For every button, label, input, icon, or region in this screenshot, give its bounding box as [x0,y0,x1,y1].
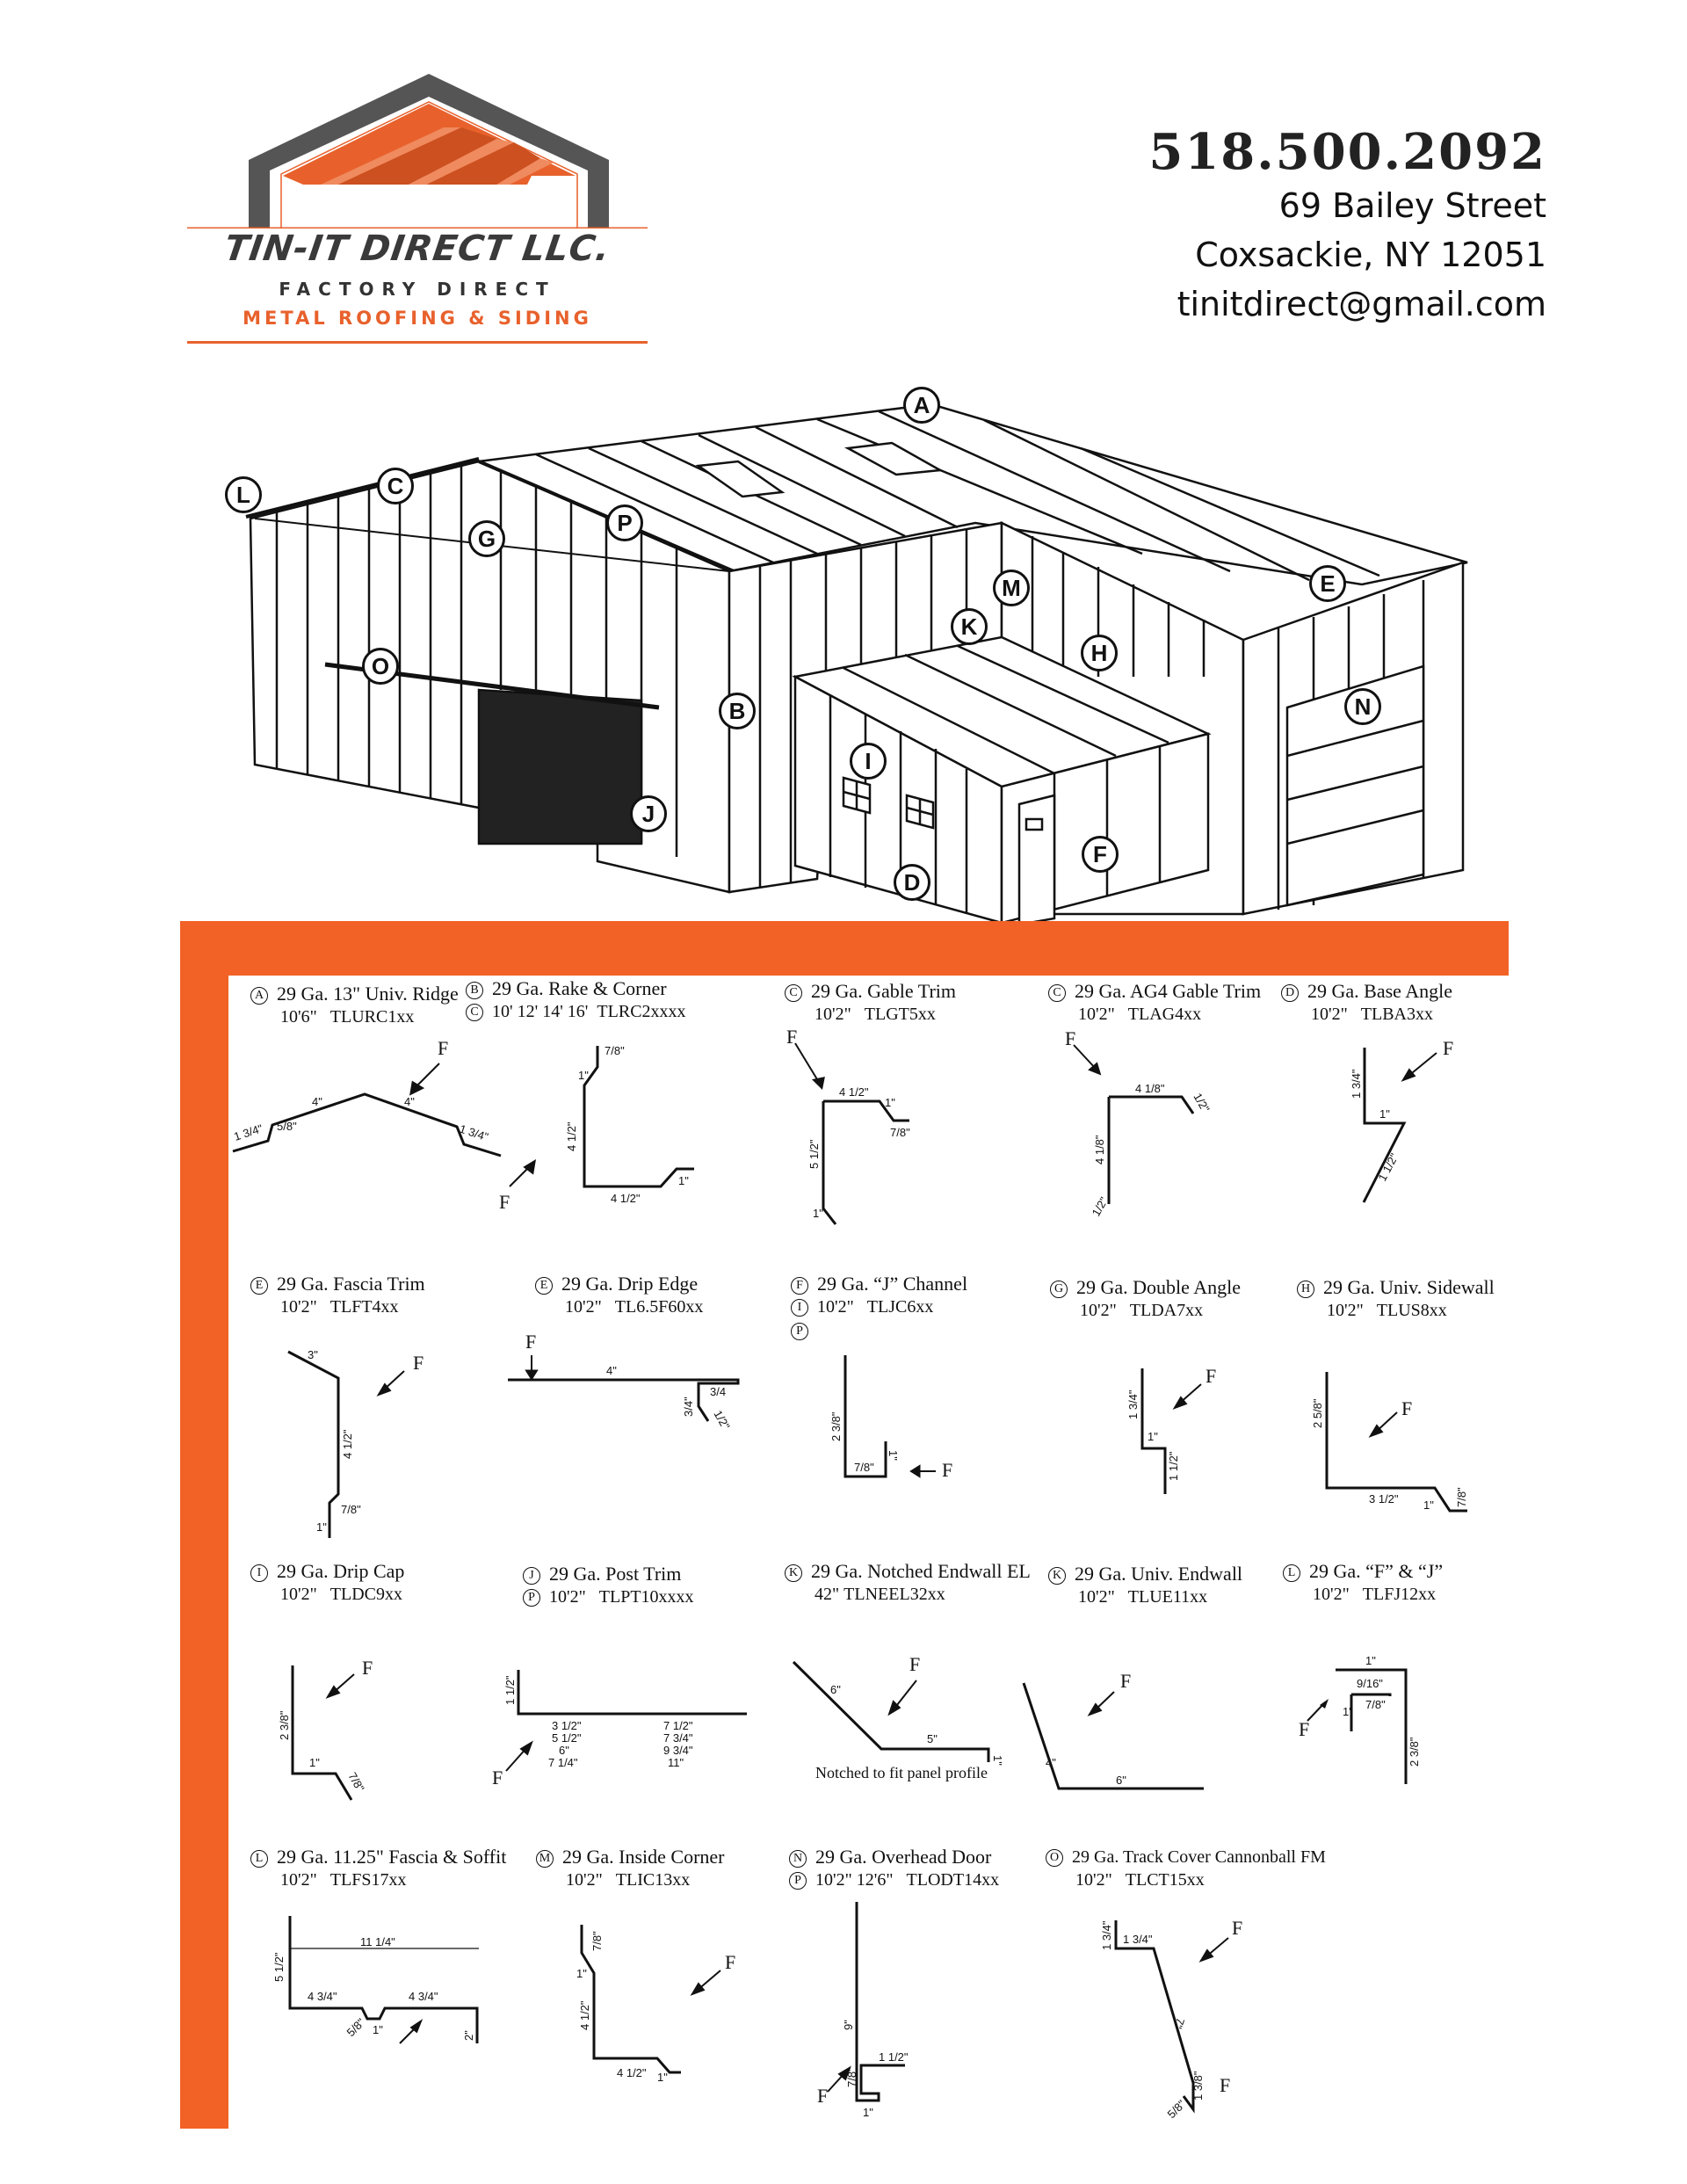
metal-building-illustration [211,387,1494,923]
badge-p: P [789,1872,807,1890]
callout-c[interactable]: C [377,468,414,504]
svg-text:9": 9" [842,2020,855,2030]
company-subtitle: METAL ROOFING & SIDING [243,308,592,329]
catalog-item-drip-edge [535,1273,703,1318]
badge-p: P [791,1323,808,1340]
badge-l: L [250,1850,268,1868]
svg-text:7 1/4": 7 1/4" [548,1756,578,1769]
catalog-item-univ-endwall [1048,1563,1242,1608]
orange-header-bar [180,921,1509,976]
item-length: 10'2" [817,1297,854,1317]
svg-text:1": 1" [1148,1430,1158,1443]
item-part-number: TLFT4xx [329,1297,399,1317]
badge-k: K [1048,1567,1066,1585]
svg-text:1/2": 1/2" [1191,1091,1213,1115]
contact-block [1148,123,1546,329]
item-title: 29 Ga. Double Angle [1076,1276,1241,1298]
svg-text:1 3/8": 1 3/8" [1191,2071,1205,2101]
company-logo [180,62,655,352]
catalog-item-inside-corner [536,1846,725,1891]
svg-text:F: F [362,1657,373,1679]
svg-text:1": 1" [1343,1705,1353,1718]
profile-fascia-trim [264,1345,457,1551]
item-part-number: TLIC13xx [615,1870,691,1890]
svg-text:1 3/4": 1 3/4" [1350,1069,1363,1099]
profile-overhead-door [817,1898,949,2119]
svg-text:5 1/2": 5 1/2" [552,1731,582,1745]
svg-text:7/8": 7/8" [605,1044,625,1057]
catalog-item-gable-trim [785,980,956,1026]
svg-text:7/8": 7/8" [590,1931,604,1951]
profile-univ-endwall [1019,1652,1239,1787]
svg-text:1": 1" [309,1756,320,1769]
svg-text:4 1/8": 4 1/8" [1093,1135,1106,1165]
badge-d: D [1281,984,1299,1002]
svg-text:7": 7" [1171,2015,1188,2031]
svg-text:1": 1" [373,2023,383,2036]
item-title: 29 Ga. 13" Univ. Ridge [277,983,459,1005]
svg-text:F: F [909,1653,921,1675]
svg-text:4": 4" [1046,1756,1056,1769]
svg-text:1 1/2": 1 1/2" [1167,1451,1180,1481]
badge-b: B [466,982,483,999]
callout-i[interactable]: I [850,743,887,780]
callout-k[interactable]: K [951,608,988,645]
svg-text:7 1/2": 7 1/2" [663,1719,693,1732]
badge-e: E [250,1277,268,1295]
item-title: 29 Ga. “F” & “J” [1309,1560,1444,1582]
svg-text:7 3/4": 7 3/4" [663,1731,693,1745]
svg-text:1 3/4": 1 3/4" [1126,1389,1140,1419]
svg-text:11 1/4": 11 1/4" [360,1935,395,1948]
item-title: 29 Ga. Drip Edge [561,1273,699,1295]
svg-text:4 1/2": 4 1/2" [839,1085,869,1099]
profile-gable-trim [786,1026,980,1230]
item-length: 10'2" [280,1297,317,1317]
badge-f: F [791,1277,808,1295]
svg-text:F: F [438,1037,449,1059]
building-diagram [211,387,1494,923]
svg-text:9 3/4": 9 3/4" [663,1744,693,1757]
email-address[interactable]: tinitdirect@gmail.com [1177,285,1546,323]
badge-n: N [789,1850,807,1868]
svg-text:4": 4" [312,1095,322,1108]
item-part-number: TLNEEL32xx [844,1585,945,1604]
item-title: 29 Ga. Rake & Corner [492,977,667,999]
badge-i: I [791,1299,808,1317]
svg-text:4": 4" [404,1095,415,1108]
item-length: 10'2" [1078,1005,1115,1024]
svg-text:F: F [1206,1365,1217,1387]
item-length: 10'2" [815,1005,851,1024]
company-tagline: FACTORY DIRECT [279,279,556,300]
callout-e[interactable]: E [1309,565,1346,602]
badge-c: C [1048,984,1066,1002]
orange-side-bar [180,921,228,2129]
profile-univ-ridge [228,1019,510,1182]
item-part-number: TLURC1xx [329,1007,415,1027]
svg-text:4 1/2": 4 1/2" [341,1429,354,1459]
svg-text:F: F [1220,2074,1231,2096]
svg-text:1": 1" [885,1096,895,1109]
item-title: 29 Ga. “J” Channel [817,1273,968,1295]
callout-a[interactable]: A [903,387,940,424]
svg-text:1 3/4": 1 3/4" [1100,1920,1113,1950]
badge-h: H [1297,1281,1314,1298]
svg-text:2 3/8": 2 3/8" [278,1710,291,1740]
badge-j: J [523,1567,540,1585]
callout-l[interactable]: L [225,476,262,513]
item-length: 10'2" [1311,1005,1348,1024]
badge-i: I [250,1564,268,1582]
badge-g: G [1050,1281,1068,1298]
callout-d[interactable]: D [894,864,930,901]
catalog-item-double-angle [1050,1276,1241,1322]
profile-fascia-soffit [264,1916,510,2061]
badge-e: E [535,1277,553,1295]
item-part-number: TLUS8xx [1376,1301,1447,1320]
svg-text:1 1/2": 1 1/2" [879,2050,909,2064]
item-title: 29 Ga. Notched Endwall EL [811,1560,1031,1582]
callout-p[interactable]: P [606,504,643,541]
svg-text:4 1/8": 4 1/8" [1135,1082,1165,1095]
item-part-number: TLCT15xx [1125,1870,1205,1890]
svg-text:4 3/4": 4 3/4" [308,1990,337,2003]
svg-text:3 1/2": 3 1/2" [1369,1492,1399,1506]
svg-text:7/8": 7/8" [1455,1487,1468,1507]
item-length: 10'2" [280,1870,317,1890]
item-length: 10'2" [1080,1301,1117,1320]
svg-text:4 1/2": 4 1/2" [565,1121,578,1151]
item-title: 29 Ga. 11.25" Fascia & Soffit [277,1846,507,1868]
svg-text:F: F [1232,1917,1243,1939]
svg-text:F: F [725,1951,736,1973]
badge-p: P [523,1589,540,1607]
badge-k: K [785,1564,802,1582]
svg-text:F: F [1065,1027,1076,1049]
svg-text:1": 1" [678,1174,689,1187]
catalog-item-j-channel [791,1273,967,1341]
svg-text:9/16": 9/16" [1357,1677,1383,1690]
street-address: 69 Bailey Street [1278,186,1546,225]
svg-text:F: F [942,1459,953,1481]
profile-rake-corner [474,1037,738,1217]
profile-univ-sidewall [1309,1367,1511,1512]
svg-text:7/8": 7/8" [341,1503,361,1516]
badge-c: C [466,1004,483,1021]
item-length: 10'2" [1327,1301,1364,1320]
svg-text:5/8": 5/8" [277,1120,297,1133]
catalog-item-overhead-door [789,1846,999,1891]
svg-text:1": 1" [1379,1107,1390,1121]
item-part-number: TLPT10xxxx [598,1587,694,1607]
item-title: 29 Ga. Fascia Trim [277,1273,425,1295]
callout-b[interactable]: B [719,693,756,729]
badge-l: L [1283,1564,1300,1582]
item-length: 10'2" 12'6" [815,1870,894,1890]
svg-text:3": 3" [308,1348,318,1361]
svg-text:1": 1" [316,1520,327,1534]
svg-text:F: F [1443,1037,1454,1059]
profile-j-channel [829,1353,967,1498]
svg-text:4": 4" [606,1364,617,1377]
svg-text:7/8": 7/8" [854,1461,874,1474]
svg-text:2 3/8": 2 3/8" [829,1411,843,1441]
callout-j[interactable]: J [630,795,667,832]
svg-text:4 1/2": 4 1/2" [578,2000,591,2030]
svg-text:11": 11" [668,1756,684,1769]
item-title: 29 Ga. Univ. Endwall [1075,1563,1243,1585]
item-part-number: TLAG4xx [1127,1005,1202,1024]
roof-logo-icon [180,62,655,229]
catalog-item-ag4-gable-trim [1048,980,1261,1026]
item-length: 10'2" [1075,1870,1112,1890]
logo-underline [187,341,648,344]
badge-m: M [536,1850,554,1868]
svg-text:4 3/4": 4 3/4" [409,1990,438,2003]
svg-text:4 1/2": 4 1/2" [617,2066,647,2079]
svg-text:1": 1" [863,2106,873,2119]
item-part-number: TLFS17xx [329,1870,407,1890]
svg-text:1/2": 1/2" [1089,1194,1111,1219]
callout-m[interactable]: M [993,570,1030,606]
svg-text:F: F [786,1026,798,1048]
svg-text:F: F [525,1331,537,1353]
catalog-item-univ-sidewall [1297,1276,1495,1322]
item-part-number: TLGT5xx [864,1005,936,1024]
item-length: 10'2" [565,1297,602,1317]
badge-o: O [1046,1849,1063,1867]
svg-text:1 3/4": 1 3/4" [458,1121,490,1144]
svg-text:1": 1" [887,1450,900,1461]
badge-c: C [785,984,802,1002]
svg-text:5/8": 5/8" [344,2015,368,2040]
svg-text:7/8": 7/8" [345,1770,367,1795]
item-length: 42" [815,1585,840,1604]
svg-text:7/8": 7/8" [890,1126,910,1139]
catalog-item-base-angle [1281,980,1452,1026]
item-length: 10'6" [280,1007,317,1027]
svg-text:F: F [499,1191,510,1213]
svg-text:3/4: 3/4 [710,1385,727,1398]
svg-text:F: F [1401,1397,1413,1419]
profile-base-angle [1350,1037,1476,1217]
item-title: 29 Ga. Inside Corner [562,1846,725,1868]
svg-text:5/8": 5/8" [1164,2097,1189,2122]
item-part-number: TLUE11xx [1127,1587,1208,1607]
item-length: 10' 12' 14' 16' [492,1002,589,1021]
svg-text:1": 1" [657,2071,668,2084]
svg-text:F: F [1299,1718,1310,1740]
callout-h[interactable]: H [1081,635,1118,671]
item-length: 10'2" [1078,1587,1115,1607]
profile-double-angle [1107,1367,1239,1503]
catalog-item-rake-corner [466,977,686,1023]
svg-text:1/2": 1/2" [711,1408,733,1433]
catalog-item-post-trim [523,1563,694,1608]
item-length: 10'2" [566,1870,603,1890]
svg-text:3 1/2": 3 1/2" [552,1719,582,1732]
callout-n[interactable]: N [1344,688,1381,725]
svg-text:1 1/2": 1 1/2" [503,1675,517,1705]
profile-inside-corner [562,1916,773,2096]
callout-f[interactable]: F [1082,836,1119,873]
svg-text:F: F [492,1767,503,1789]
catalog-item-notched-endwall [785,1560,1031,1606]
item-length: 10'2" [549,1587,586,1607]
badge-a: A [250,987,268,1005]
item-part-number: TLODT14xx [906,1870,1000,1890]
item-part-number: TLFJ12xx [1362,1585,1437,1604]
catalog-item-drip-cap [250,1560,404,1606]
company-name: TIN-IT DIRECT LLC. [221,229,613,269]
item-part-number: TL6.5F60xx [614,1297,704,1317]
item-title: 29 Ga. Gable Trim [811,980,956,1002]
profile-drip-edge [501,1331,747,1481]
profile-notched-endwall [786,1648,1032,1781]
item-part-number: TLDC9xx [329,1585,402,1604]
catalog-item-track-cover [1046,1846,1326,1891]
svg-text:6": 6" [559,1744,569,1757]
catalog-item-fascia-soffit [250,1846,506,1891]
item-title: 29 Ga. Track Cover Cannonball FM [1072,1847,1326,1867]
item-title: 29 Ga. Drip Cap [277,1560,405,1582]
item-part-number: TLRC2xxxx [597,1002,686,1021]
callout-o[interactable]: O [362,648,399,685]
svg-text:5": 5" [927,1732,938,1745]
profile-track-cover [1098,1912,1292,2122]
svg-text:1": 1" [578,1069,589,1082]
item-part-number: TLJC6xx [866,1297,934,1317]
item-title: 29 Ga. AG4 Gable Trim [1075,980,1262,1002]
item-title: 29 Ga. Univ. Sidewall [1323,1276,1495,1298]
item-length: 10'2" [1313,1585,1350,1604]
svg-text:5 1/2": 5 1/2" [807,1139,821,1169]
svg-text:7/8": 7/8" [1365,1698,1386,1711]
item-length: 10'2" [280,1585,317,1604]
svg-text:1 3/4": 1 3/4" [232,1121,264,1143]
svg-text:4 1/2": 4 1/2" [611,1192,641,1205]
profile-f-and-j [1292,1654,1467,1789]
svg-text:1": 1" [576,1967,587,1980]
profile-post-trim [492,1670,756,1789]
item-part-number: TLDA7xx [1129,1301,1204,1320]
svg-text:3/4": 3/4" [682,1397,695,1417]
svg-text:1": 1" [1365,1654,1376,1667]
svg-text:2": 2" [462,2030,475,2041]
item-part-number: TLBA3xx [1360,1005,1433,1024]
svg-text:Notched to fit panel profile: Notched to fit panel profile [815,1764,988,1781]
svg-text:1": 1" [813,1207,823,1220]
svg-text:1": 1" [991,1755,1004,1766]
svg-text:F: F [817,2085,829,2107]
item-title: 29 Ga. Base Angle [1307,980,1452,1002]
svg-text:F: F [413,1352,424,1374]
item-title: 29 Ga. Overhead Door [815,1846,992,1868]
svg-text:F: F [1120,1670,1132,1692]
svg-text:1": 1" [1423,1498,1434,1512]
city-address: Coxsackie, NY 12051 [1195,236,1546,274]
svg-text:6": 6" [1116,1774,1126,1787]
profile-drip-cap [264,1657,439,1795]
svg-text:5 1/2": 5 1/2" [272,1952,286,1982]
svg-text:1 3/4": 1 3/4" [1123,1933,1153,1946]
catalog-item-f-and-j [1283,1560,1443,1606]
callout-g[interactable]: G [468,520,505,557]
svg-text:2 3/8": 2 3/8" [1408,1737,1421,1767]
item-title: 29 Ga. Post Trim [549,1563,682,1585]
svg-text:7/8": 7/8" [845,2067,858,2087]
svg-text:2 5/8": 2 5/8" [1311,1398,1324,1428]
catalog-item-fascia-trim [250,1273,425,1318]
svg-text:1 1/2": 1 1/2" [1375,1150,1401,1184]
svg-text:6": 6" [830,1683,841,1696]
profile-ag4-gable-trim [1063,1027,1256,1230]
phone-number[interactable]: 518.500.2092 [1148,123,1546,181]
